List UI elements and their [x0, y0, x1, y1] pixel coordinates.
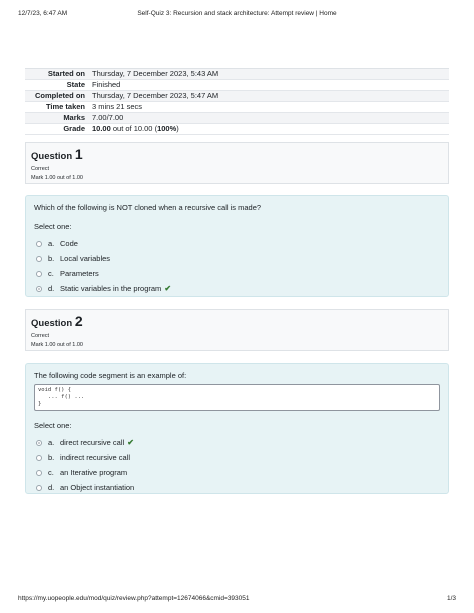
- option-letter: d.: [48, 483, 55, 492]
- option-text: Local variables: [60, 254, 111, 263]
- option-letter: d.: [48, 284, 55, 293]
- option-text: Static variables in the program: [60, 284, 162, 293]
- select-prompt: Select one:: [34, 421, 72, 430]
- option-letter: b.: [48, 453, 55, 462]
- radio-button[interactable]: [36, 241, 42, 247]
- radio-button[interactable]: [36, 455, 42, 461]
- radio-button[interactable]: [36, 485, 42, 491]
- answer-option-b[interactable]: [34, 251, 440, 266]
- correct-check-icon: ✔: [164, 284, 172, 293]
- summary-value: 3 mins 21 secs: [92, 102, 143, 111]
- select-prompt: Select one:: [34, 222, 72, 231]
- summary-row-state: [25, 80, 449, 91]
- summary-value: Finished: [92, 80, 121, 89]
- question-label: Question: [31, 318, 73, 329]
- summary-label: State: [66, 80, 85, 89]
- question-1-formulation: [25, 195, 449, 297]
- option-letter: c.: [48, 468, 54, 477]
- answer-option-d[interactable]: [34, 480, 440, 495]
- summary-label: Started on: [47, 69, 85, 78]
- summary-row-time-taken: [25, 102, 449, 113]
- question-label: Question: [31, 151, 73, 162]
- option-letter: a.: [48, 438, 55, 447]
- summary-label: Marks: [63, 113, 85, 122]
- radio-button-selected[interactable]: [36, 286, 42, 292]
- attempt-summary-table: [25, 68, 449, 135]
- question-number-value: 1: [74, 146, 83, 162]
- question-number-value: 2: [74, 313, 83, 329]
- correct-check-icon: ✔: [127, 438, 134, 447]
- question-number: [31, 314, 443, 331]
- option-text: direct recursive call: [60, 438, 125, 447]
- summary-row-marks: [25, 113, 449, 124]
- question-2-info: [25, 309, 449, 351]
- print-datetime: 12/7/23, 6:47 AM: [18, 10, 68, 17]
- summary-value: Thursday, 7 December 2023, 5:47 AM: [92, 91, 219, 100]
- code-text: void f() { ... f() ... }: [38, 387, 85, 407]
- answer-option-b[interactable]: [34, 450, 440, 465]
- option-text: an Object instantiation: [60, 483, 135, 492]
- print-header: [18, 10, 456, 22]
- question-grade: Mark 1.00 out of 1.00: [31, 342, 83, 348]
- option-letter: b.: [48, 254, 55, 263]
- answer-option-c[interactable]: [34, 465, 440, 480]
- question-text: The following code segment is an example of:: [34, 371, 187, 380]
- radio-button[interactable]: [36, 470, 42, 476]
- print-footer: [18, 595, 456, 607]
- summary-row-grade: [25, 124, 449, 135]
- summary-grade-value: [89, 124, 449, 134]
- summary-row-completed: [25, 91, 449, 102]
- radio-button[interactable]: [36, 271, 42, 277]
- question-2-formulation: [25, 363, 449, 494]
- summary-label: Completed on: [35, 91, 85, 100]
- code-block: [34, 384, 440, 411]
- option-text: indirect recursive call: [60, 453, 131, 462]
- option-text: an Iterative program: [60, 468, 128, 477]
- question-1-info: [25, 142, 449, 184]
- print-url: https://my.uopeople.edu/mod/quiz/review.php?attempt=12674066&cmid=393051: [18, 595, 250, 602]
- answer-options: [34, 236, 440, 296]
- answer-option-a[interactable]: [34, 236, 440, 251]
- grade-close: ): [176, 124, 179, 133]
- question-text: Which of the following is NOT cloned when a recursive call is made?: [34, 203, 262, 212]
- summary-value: Thursday, 7 December 2023, 5:43 AM: [92, 69, 219, 78]
- summary-label: Grade: [63, 124, 85, 133]
- grade-score: 10.00: [92, 124, 111, 133]
- answer-option-a[interactable]: [34, 435, 440, 450]
- summary-row-started: [25, 69, 449, 80]
- radio-button[interactable]: [36, 256, 42, 262]
- option-text: Code: [60, 239, 78, 248]
- radio-button-selected[interactable]: [36, 440, 42, 446]
- question-state: Correct: [31, 333, 50, 339]
- answer-options: [34, 435, 440, 495]
- answer-option-c[interactable]: [34, 266, 440, 281]
- answer-option-d[interactable]: [34, 281, 440, 296]
- option-letter: c.: [48, 269, 54, 278]
- grade-out-of: out of 10.00 (: [110, 124, 158, 133]
- question-number: [31, 147, 443, 164]
- question-grade: Mark 1.00 out of 1.00: [31, 175, 83, 181]
- grade-percent: 100%: [157, 124, 177, 133]
- summary-value: 7.00/7.00: [92, 113, 124, 122]
- option-letter: a.: [48, 239, 55, 248]
- print-page-number: 1/3: [446, 595, 456, 602]
- question-state: Correct: [31, 166, 50, 172]
- option-text: Parameters: [60, 269, 99, 278]
- print-title: Self-Quiz 3: Recursion and stack architecture: Attempt review | Home: [137, 10, 337, 17]
- summary-label: Time taken: [45, 102, 85, 111]
